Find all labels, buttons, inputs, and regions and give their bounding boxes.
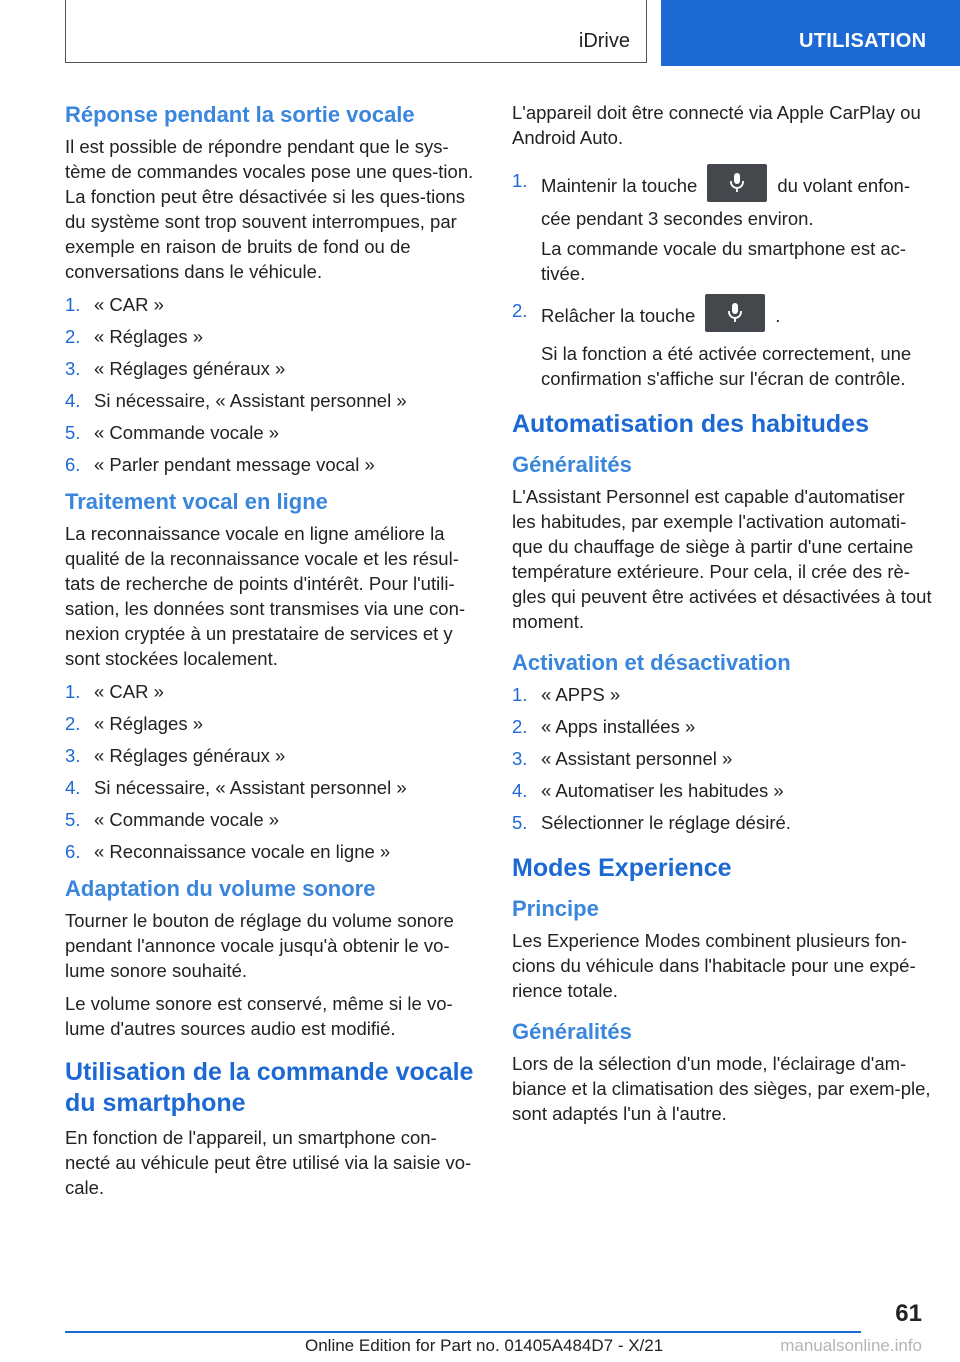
steps-list-traitement (65, 679, 480, 864)
list-item: 1. « APPS » (512, 684, 621, 705)
voice-button (705, 294, 765, 332)
page-number: 61 (895, 1300, 922, 1327)
right-column (512, 100, 932, 1134)
paragraph-connexion: L'appareil doit être connecté via Apple CarPlay ou Android Auto. (512, 102, 921, 148)
header-section-label: iDrive (578, 30, 630, 52)
list-item: 2. « Apps installées » (512, 716, 696, 737)
list-item: 3. « Réglages généraux » (65, 358, 286, 379)
footer-rule (65, 1331, 861, 1333)
list-item: 2. Relâcher la touche . Si la fonction a été activée correctement, une confirmation s'affiche sur l'écran de contrôle. (512, 298, 932, 391)
list-item: 4. Si nécessaire, « Assistant personnel » (65, 777, 407, 798)
list-item: 2. « Réglages » (65, 326, 204, 347)
list-item: 5. Sélectionner le réglage désiré. (512, 812, 791, 833)
list-item: 3. « Assistant personnel » (512, 748, 733, 769)
heading-traitement-vocal: Traitement vocal en ligne (65, 489, 328, 514)
steps-list-smartphone (512, 168, 932, 391)
heading-automatisation: Automatisation des habitudes (512, 410, 869, 438)
list-item: 5. « Commande vocale » (65, 422, 280, 443)
list-item: 6. « Parler pendant message vocal » (65, 454, 375, 475)
microphone-icon (728, 173, 746, 193)
paragraph-smartphone: En fonction de l'appareil, un smartphone con‐necté au véhicule peut être utilisé via la saisie vo‐cale. (65, 1127, 472, 1198)
voice-button (707, 164, 767, 202)
heading-reponse-sortie-vocale: Réponse pendant la sortie vocale (65, 102, 415, 127)
heading-modes-experience: Modes Experience (512, 854, 732, 882)
paragraph-reponse: Il est possible de répondre pendant que le sys‐tème de commandes vocales pose une ques‐tion. La fonction peut être désactivée si les ques‐tions du système sont trop souvent interrompues, par exemple en raison de bruits de fond ou de conversations dans le véhicule. (65, 136, 474, 282)
list-item: 2. « Réglages » (65, 713, 204, 734)
paragraph-traitement: La reconnaissance vocale en ligne améliore la qualité de la reconnaissance vocale et les résul‐tats de recherche de points d'intérêt. Pour l'utili‐sation, les données sont transmises via une con‐nexion cryptée à un prestataire de services et y sont stockées localement. (65, 523, 466, 669)
page-header (0, 0, 960, 66)
heading-generalites-2: Généralités (512, 1019, 632, 1044)
header-section-box (65, 0, 647, 63)
microphone-icon (726, 303, 744, 323)
paragraph-principe: Les Experience Modes combinent plusieurs fon‐cions du véhicule dans l'habitacle pour une expé‐rience totale. (512, 930, 916, 1001)
sub-paragraph: Si la fonction a été activée correctement, une confirmation s'affiche sur l'écran de contrôle. (541, 343, 912, 389)
steps-list-activation (512, 682, 932, 835)
paragraph-generalites-1: L'Assistant Personnel est capable d'automatiser les habitudes, par exemple l'activation automati‐que du chauffage de siège à partir d'une certaine température extérieure. Pour cela, il crée des rè‐gles qui peuvent être activées et désactivées à tout moment. (512, 486, 932, 632)
header-chapter-tab: UTILISATION (661, 0, 960, 66)
list-item: 6. « Reconnaissance vocale en ligne » (65, 841, 391, 862)
list-item: 1. « CAR » (65, 294, 164, 315)
heading-adaptation-volume: Adaptation du volume sonore (65, 876, 376, 901)
heading-generalites-1: Généralités (512, 452, 632, 477)
list-item: 1. « CAR » (65, 681, 164, 702)
heading-commande-smartphone: Utilisation de la commande vocale du smartphone (65, 1058, 474, 1117)
paragraph-generalites-2: Lors de la sélection d'un mode, l'éclairage d'am‐biance et la climatisation des sièges, par exem‐ple, sont adaptés l'un à l'autre. (512, 1053, 931, 1124)
list-item: 1. Maintenir la touche du volant enfon‐cée pendant 3 secondes environ. La commande vocale du smartphone est ac‐tivée. (512, 168, 932, 286)
footer-edition: Online Edition for Part no. 01405A484D7 - X/21 (305, 1336, 664, 1355)
steps-list-reponse (65, 292, 480, 477)
paragraph-volume-2: Le volume sonore est conservé, même si le vo‐lume d'autres sources audio est modifié. (65, 993, 453, 1039)
list-item: 4. Si nécessaire, « Assistant personnel » (65, 390, 407, 411)
footer-watermark: manualsonline.info (780, 1336, 922, 1355)
paragraph-volume-1: Tourner le bouton de réglage du volume sonore pendant l'annonce vocale jusqu'à obtenir le vo‐lume sonore souhaité. (65, 910, 454, 981)
list-item: 3. « Réglages généraux » (65, 745, 286, 766)
heading-activation: Activation et désactivation (512, 650, 791, 675)
list-item: 5. « Commande vocale » (65, 809, 280, 830)
list-item: 4. « Automatiser les habitudes » (512, 780, 784, 801)
left-column (65, 100, 480, 1208)
heading-principe: Principe (512, 896, 599, 921)
sub-paragraph: La commande vocale du smartphone est ac‐tivée. (541, 238, 907, 284)
